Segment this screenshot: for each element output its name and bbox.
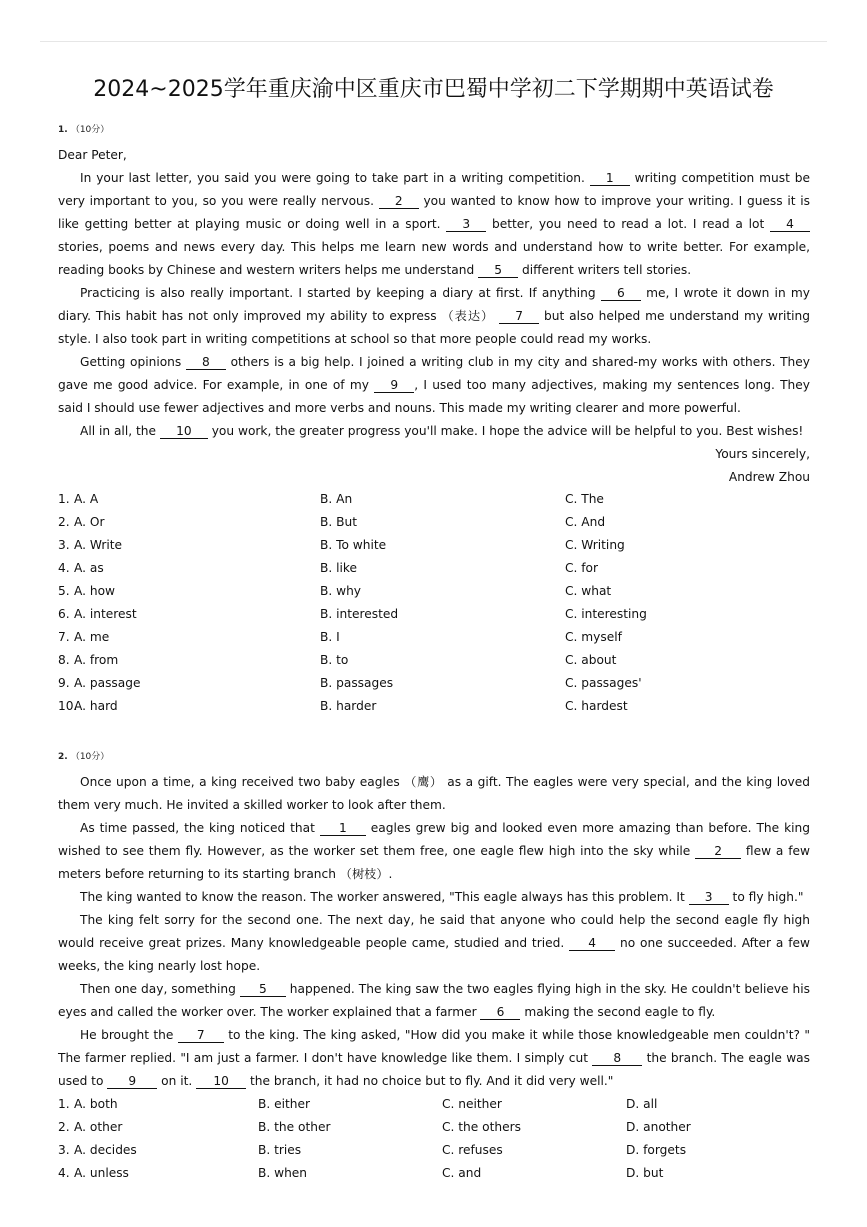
option-c[interactable]: C. interesting [565, 607, 647, 621]
answer-blank[interactable]: 4 [770, 217, 810, 232]
option-number: 4. [58, 1166, 70, 1180]
option-c[interactable]: C. neither [442, 1097, 502, 1111]
letter-signature: Andrew Zhou [728, 470, 810, 484]
option-b[interactable]: B. To white [320, 538, 387, 552]
option-row [58, 672, 818, 695]
question-points: （10分） [70, 125, 110, 135]
answer-blank[interactable]: 10 [160, 424, 208, 439]
answer-blank[interactable]: 9 [374, 378, 414, 393]
passage-paragraph: The king felt sorry for the second one. The next day, he said that anyone who could help the second eagle fly high would receive great prizes. Many knowledgeable people came, studied and tried. 4 no one succeeded. After a few weeks, the king nearly lost hope. [58, 913, 810, 973]
option-b[interactable]: B. But [320, 515, 357, 529]
option-c[interactable]: C. And [565, 515, 606, 529]
answer-blank[interactable]: 3 [446, 217, 486, 232]
option-c[interactable]: C. The [565, 492, 604, 506]
passage-paragraph: In your last letter, you said you were going to take part in a writing competition. 1 writing competition must be very important to you, so you were really nervous. 2 you wanted to know how to improve your writing. I guess it is like getting better at playing music or doing well in a sport. 3 better, you need to read a lot. I read a lot 4 stories, poems and news every day. This helps me learn new words and understand how to write better. For example, reading books by Chinese and western writers helps me understand 5 different writers tell stories. [58, 171, 810, 277]
option-number: 1. [58, 1097, 70, 1111]
option-b[interactable]: B. interested [320, 607, 399, 621]
answer-blank[interactable]: 10 [196, 1074, 246, 1089]
option-a[interactable]: A. other [74, 1120, 123, 1134]
option-b[interactable]: B. when [258, 1166, 308, 1180]
option-row [58, 626, 818, 649]
option-d[interactable]: D. another [626, 1120, 691, 1134]
option-a[interactable]: A. how [74, 584, 116, 598]
option-number: 7. [58, 630, 70, 644]
option-a[interactable]: A. from [74, 653, 119, 667]
option-row [58, 1139, 818, 1162]
answer-blank[interactable]: 4 [569, 936, 615, 951]
option-a[interactable]: A. decides [74, 1143, 137, 1157]
option-a[interactable]: A. both [74, 1097, 118, 1111]
answer-blank[interactable]: 9 [107, 1074, 157, 1089]
answer-blank[interactable]: 6 [480, 1005, 520, 1020]
option-number: 2. [58, 515, 70, 529]
answer-blank[interactable]: 8 [186, 355, 226, 370]
letter-closing: Yours sincerely, [715, 447, 810, 461]
option-row [58, 534, 818, 557]
question-1-options [58, 488, 818, 718]
option-number: 6. [58, 607, 70, 621]
passage-paragraph: As time passed, the king noticed that 1 eagles grew big and looked even more amazing than before. The king wished to see them fly. However, as the worker set them free, one eagle flew high into the sky while 2 flew a few meters before returning to its starting branch （树枝）. [58, 821, 811, 881]
option-b[interactable]: B. why [320, 584, 362, 598]
option-c[interactable]: C. for [565, 561, 599, 575]
option-b[interactable]: B. like [320, 561, 358, 575]
passage-paragraph: The king wanted to know the reason. The worker answered, "This eagle always has this problem. It 3 to fly high." [80, 890, 804, 904]
letter-greeting: Dear Peter, [58, 148, 127, 162]
answer-blank[interactable]: 5 [478, 263, 518, 278]
option-number: 5. [58, 584, 70, 598]
answer-blank[interactable]: 5 [240, 982, 286, 997]
option-c[interactable]: C. hardest [565, 699, 628, 713]
passage-paragraph: Practicing is also really important. I started by keeping a diary at first. If anything 6 me, I wrote it down in my diary. This habit has not only improved my ability to express （表达） 7 but also helped me understand my writing style. I also took part in writing competitions at school so that more people could read my works. [58, 286, 810, 346]
question-1-header [58, 122, 109, 135]
option-row [58, 511, 818, 534]
option-a[interactable]: A. unless [74, 1166, 129, 1180]
answer-blank[interactable]: 7 [499, 309, 539, 324]
option-a[interactable]: A. Write [74, 538, 123, 552]
option-d[interactable]: D. all [626, 1097, 658, 1111]
question-2-options [58, 1093, 818, 1185]
passage-paragraph: All in all, the 10 you work, the greater progress you'll make. I hope the advice will be helpful to you. Best wishes! [80, 424, 804, 438]
passage-paragraph: Getting opinions 8 others is a big help. I joined a writing club in my city and shared-my works with others. They gave me good advice. For example, in one of my 9 , I used too many adjectives, making my sentences long. They said I should use fewer adjectives and more verbs and nouns. This made my writing clearer and more powerful. [58, 355, 810, 415]
answer-blank[interactable]: 7 [178, 1028, 224, 1043]
question-number: 2. [58, 752, 68, 762]
option-b[interactable]: B. passages [320, 676, 394, 690]
option-b[interactable]: B. the other [258, 1120, 331, 1134]
answer-blank[interactable]: 1 [320, 821, 366, 836]
answer-blank[interactable]: 1 [590, 171, 630, 186]
option-number: 10. [58, 699, 78, 713]
answer-blank[interactable]: 6 [601, 286, 641, 301]
question-2-header [58, 749, 109, 762]
option-row [58, 695, 818, 718]
option-d[interactable]: D. forgets [626, 1143, 687, 1157]
option-a[interactable]: A. A [74, 492, 99, 506]
option-row [58, 1162, 818, 1185]
option-b[interactable]: B. harder [320, 699, 377, 713]
option-number: 3. [58, 1143, 70, 1157]
option-number: 3. [58, 538, 70, 552]
page-title: 2024~2025学年重庆渝中区重庆市巴蜀中学初二下学期期中英语试卷 [93, 77, 774, 102]
passage-paragraph: Once upon a time, a king received two baby eagles （鹰） as a gift. The eagles were very special, and the king loved them very much. He invited a skilled worker to look after them. [58, 775, 810, 812]
option-row [58, 649, 818, 672]
option-a[interactable]: A. me [74, 630, 110, 644]
top-divider [40, 41, 827, 42]
option-a[interactable]: A. Or [74, 515, 105, 529]
option-b[interactable]: B. to [320, 653, 349, 667]
question-1-passage [58, 144, 810, 489]
option-c[interactable]: C. passages' [565, 676, 642, 690]
option-c[interactable]: C. and [442, 1166, 482, 1180]
passage-paragraph: He brought the 7 to the king. The king asked, "How did you make it while those knowledgeable men couldn't? " The farmer replied. "I am just a farmer. I don't have knowledge like them. I simply cut 8 the branch. The eagle was used to 9 on it. 10 the branch, it had no choice but to fly. And it did very well." [58, 1028, 811, 1088]
option-b[interactable]: B. tries [258, 1143, 302, 1157]
option-c[interactable]: C. what [565, 584, 612, 598]
option-number: 4. [58, 561, 70, 575]
option-row [58, 580, 818, 603]
option-b[interactable]: B. An [320, 492, 353, 506]
option-row [58, 1116, 818, 1139]
option-b[interactable]: B. I [320, 630, 340, 644]
option-a[interactable]: A. as [74, 561, 104, 575]
option-c[interactable]: C. the others [442, 1120, 521, 1134]
option-c[interactable]: C. refuses [442, 1143, 503, 1157]
option-c[interactable]: C. myself [565, 630, 622, 644]
option-number: 2. [58, 1120, 70, 1134]
option-c[interactable]: C. about [565, 653, 617, 667]
question-number: 1. [58, 125, 68, 135]
question-2-passage [58, 771, 810, 1093]
option-number: 8. [58, 653, 70, 667]
option-a[interactable]: A. interest [74, 607, 137, 621]
option-b[interactable]: B. either [258, 1097, 311, 1111]
question-points: （10分） [70, 752, 110, 762]
answer-blank[interactable]: 2 [379, 194, 419, 209]
option-row [58, 557, 818, 580]
answer-blank[interactable]: 3 [689, 890, 729, 905]
answer-blank[interactable]: 8 [592, 1051, 642, 1066]
option-c[interactable]: C. Writing [565, 538, 625, 552]
option-a[interactable]: A. passage [74, 676, 141, 690]
option-row [58, 1093, 818, 1116]
option-row [58, 603, 818, 626]
option-d[interactable]: D. but [626, 1166, 664, 1180]
option-number: 1. [58, 492, 70, 506]
option-row [58, 488, 818, 511]
option-a[interactable]: A. hard [74, 699, 118, 713]
option-number: 9. [58, 676, 70, 690]
answer-blank[interactable]: 2 [695, 844, 741, 859]
passage-paragraph: Then one day, something 5 happened. The king saw the two eagles flying high in the sky. He couldn't believe his eyes and called the worker over. The worker explained that a farmer 6 making the second eagle to fly. [58, 982, 810, 1019]
